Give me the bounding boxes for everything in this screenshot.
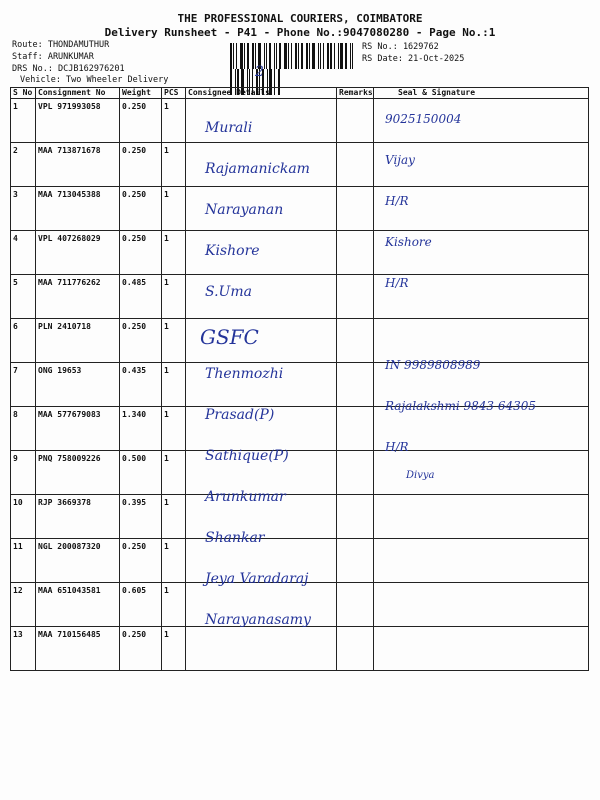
table-row — [11, 99, 589, 143]
barcode-bar — [276, 43, 277, 69]
barcode-bar — [340, 43, 343, 69]
drs-label: DRS No.: DCJB162976201 — [12, 64, 125, 74]
cell-consignment-no: MAA 710156485 — [36, 627, 120, 671]
cell-pcs: 1 — [162, 583, 186, 627]
barcode-bar — [240, 43, 243, 69]
col-header-sno: S No — [11, 88, 36, 99]
col-header-signature: Seal & Signature — [374, 88, 589, 99]
cell-weight: 0.250 — [120, 187, 162, 231]
handwritten-consignee: Narayanasamy — [205, 612, 311, 628]
handwritten-extra-divya: Divya — [406, 470, 435, 481]
barcode-bar — [284, 43, 287, 69]
handwritten-signature: H/R — [385, 440, 409, 454]
cell-weight: 0.250 — [120, 143, 162, 187]
cell-remarks — [337, 231, 374, 275]
cell-pcs: 1 — [162, 231, 186, 275]
cell-weight: 0.395 — [120, 495, 162, 539]
cell-weight: 0.485 — [120, 275, 162, 319]
barcode-bar — [312, 43, 315, 69]
cell-sno: 10 — [11, 495, 36, 539]
handwritten-consignee: Narayanan — [205, 202, 284, 218]
cell-consignment-no: ONG 19653 — [36, 363, 120, 407]
cell-remarks — [337, 539, 374, 583]
cell-consignment-no: MAA 713045388 — [36, 187, 120, 231]
cell-weight: 0.605 — [120, 583, 162, 627]
barcode-bar — [295, 43, 297, 69]
cell-sno: 3 — [11, 187, 36, 231]
handwritten-consignee: S.Uma — [205, 284, 252, 300]
table-row — [11, 627, 589, 671]
cell-weight: 1.340 — [120, 407, 162, 451]
table-row — [11, 187, 589, 231]
barcode-bar — [274, 43, 275, 69]
cell-remarks — [337, 407, 374, 451]
cell-remarks — [337, 275, 374, 319]
handwritten-consignee: Sathique(P) — [205, 448, 289, 464]
col-header-pcs: PCS — [162, 88, 186, 99]
cell-pcs: 1 — [162, 275, 186, 319]
cell-remarks — [337, 319, 374, 363]
cell-weight: 0.250 — [120, 99, 162, 143]
barcode-bar — [298, 43, 299, 69]
cell-remarks — [337, 451, 374, 495]
cell-sno: 6 — [11, 319, 36, 363]
table-header-row — [11, 88, 589, 99]
handwritten-consignee: Jeya Varadaraj — [205, 571, 309, 587]
vehicle-label: Vehicle: Two Wheeler Delivery — [20, 75, 169, 85]
cell-signature — [374, 583, 589, 627]
cell-sno: 8 — [11, 407, 36, 451]
barcode-bar — [345, 43, 347, 69]
col-header-consignee: Consignee Details — [186, 88, 337, 99]
barcode-bar — [266, 43, 267, 69]
cell-remarks — [337, 363, 374, 407]
cell-consignment-no: PLN 2410718 — [36, 319, 120, 363]
cell-weight: 0.250 — [120, 539, 162, 583]
cell-sno: 1 — [11, 99, 36, 143]
cell-sno: 7 — [11, 363, 36, 407]
handwritten-consignee: Prasad(P) — [205, 407, 275, 423]
cell-pcs: 1 — [162, 99, 186, 143]
cell-weight: 0.435 — [120, 363, 162, 407]
handwritten-signature: 9025150004 — [385, 112, 462, 126]
cell-consignment-no: MAA 651043581 — [36, 583, 120, 627]
cell-pcs: 1 — [162, 143, 186, 187]
handwritten-consignee: GSFC — [200, 325, 259, 349]
barcode-bar — [291, 43, 292, 69]
barcode-bar — [309, 43, 310, 69]
cell-consignment-no: RJP 3669378 — [36, 495, 120, 539]
cell-remarks — [337, 143, 374, 187]
cell-pcs: 1 — [162, 319, 186, 363]
table-row — [11, 495, 589, 539]
table-row — [11, 319, 589, 363]
cell-weight: 0.250 — [120, 627, 162, 671]
cell-signature — [374, 539, 589, 583]
cell-signature — [374, 319, 589, 363]
barcode-bar — [320, 43, 321, 69]
cell-remarks — [337, 99, 374, 143]
cell-sno: 12 — [11, 583, 36, 627]
handwritten-consignee: Rajamanickam — [205, 161, 310, 177]
barcode-bar — [230, 43, 232, 69]
cell-consignment-no: NGL 200087320 — [36, 539, 120, 583]
col-header-weight: Weight — [120, 88, 162, 99]
handwritten-consignee: Shankar — [205, 530, 265, 546]
handwritten-consignee: Murali — [205, 120, 253, 136]
cell-consignee — [186, 627, 337, 671]
cell-remarks — [337, 187, 374, 231]
barcode-bar — [352, 43, 353, 69]
handwritten-signature: Kishore — [385, 235, 432, 249]
cell-consignment-no: MAA 713871678 — [36, 143, 120, 187]
staff-label: Staff: ARUNKUMAR — [12, 52, 94, 62]
barcode-bar — [350, 43, 351, 69]
cell-sno: 2 — [11, 143, 36, 187]
barcode-bar — [323, 43, 324, 69]
cell-consignment-no: MAA 711776262 — [36, 275, 120, 319]
handwritten-consignee: Thenmozhi — [205, 366, 284, 382]
cell-remarks — [337, 627, 374, 671]
handwritten-mark: 2 — [255, 64, 264, 80]
cell-pcs: 1 — [162, 363, 186, 407]
cell-pcs: 1 — [162, 407, 186, 451]
barcode-bar — [252, 43, 254, 69]
cell-pcs: 1 — [162, 187, 186, 231]
rs-date-label: RS Date: 21-Oct-2025 — [362, 54, 465, 64]
runsheet-subtitle: Delivery Runsheet - P41 - Phone No.:9047080280 - Page No.:1 — [104, 26, 496, 39]
cell-remarks — [337, 495, 374, 539]
barcode-bar — [269, 43, 271, 69]
cell-pcs: 1 — [162, 627, 186, 671]
handwritten-signature: H/R — [385, 276, 409, 290]
barcode-bar — [338, 43, 339, 69]
handwritten-signature: Vijay — [385, 153, 415, 167]
handwritten-signature: Rajalakshmi 9843 64305 — [385, 399, 537, 413]
cell-weight: 0.250 — [120, 231, 162, 275]
handwritten-consignee: Kishore — [205, 243, 260, 259]
cell-sno: 9 — [11, 451, 36, 495]
barcode — [230, 43, 358, 69]
table-row — [11, 275, 589, 319]
cell-consignment-no: VPL 407268029 — [36, 231, 120, 275]
cell-sno: 13 — [11, 627, 36, 671]
barcode-bar — [244, 43, 245, 69]
cell-pcs: 1 — [162, 539, 186, 583]
col-header-remarks: Remarks — [337, 88, 374, 99]
table-row — [11, 231, 589, 275]
barcode-bar — [306, 43, 308, 69]
cell-signature — [374, 495, 589, 539]
cell-consignment-no: MAA 577679083 — [36, 407, 120, 451]
cell-weight: 0.500 — [120, 451, 162, 495]
cell-weight: 0.250 — [120, 319, 162, 363]
handwritten-signature: H/R — [385, 194, 409, 208]
cell-consignment-no: PNQ 758009226 — [36, 451, 120, 495]
cell-sno: 4 — [11, 231, 36, 275]
barcode-bar — [247, 43, 249, 69]
cell-remarks — [337, 583, 374, 627]
cell-sno: 11 — [11, 539, 36, 583]
cell-consignment-no: VPL 971993058 — [36, 99, 120, 143]
barcode-bar — [279, 43, 281, 69]
barcode-bar — [264, 43, 265, 69]
handwritten-consignee: Arunkumar — [205, 489, 286, 505]
route-label: Route: THONDAMUTHUR — [12, 40, 110, 50]
table-row — [11, 451, 589, 495]
barcode-bar — [330, 43, 332, 69]
cell-signature — [374, 627, 589, 671]
barcode-bar — [233, 43, 234, 69]
barcode-bar — [318, 43, 319, 69]
rs-no-label: RS No.: 1629762 — [362, 42, 439, 52]
table-row — [11, 407, 589, 451]
barcode-bar — [327, 43, 329, 69]
barcode-bar — [301, 43, 303, 69]
handwritten-signature: IN 9989808989 — [385, 358, 481, 372]
barcode-bar — [288, 43, 289, 69]
cell-pcs: 1 — [162, 495, 186, 539]
barcode-bar — [334, 43, 335, 69]
col-header-consignment: Consignment No — [36, 88, 120, 99]
barcode-bar — [236, 43, 237, 69]
cell-sno: 5 — [11, 275, 36, 319]
cell-pcs: 1 — [162, 451, 186, 495]
company-title: THE PROFESSIONAL COURIERS, COIMBATORE — [177, 12, 423, 25]
